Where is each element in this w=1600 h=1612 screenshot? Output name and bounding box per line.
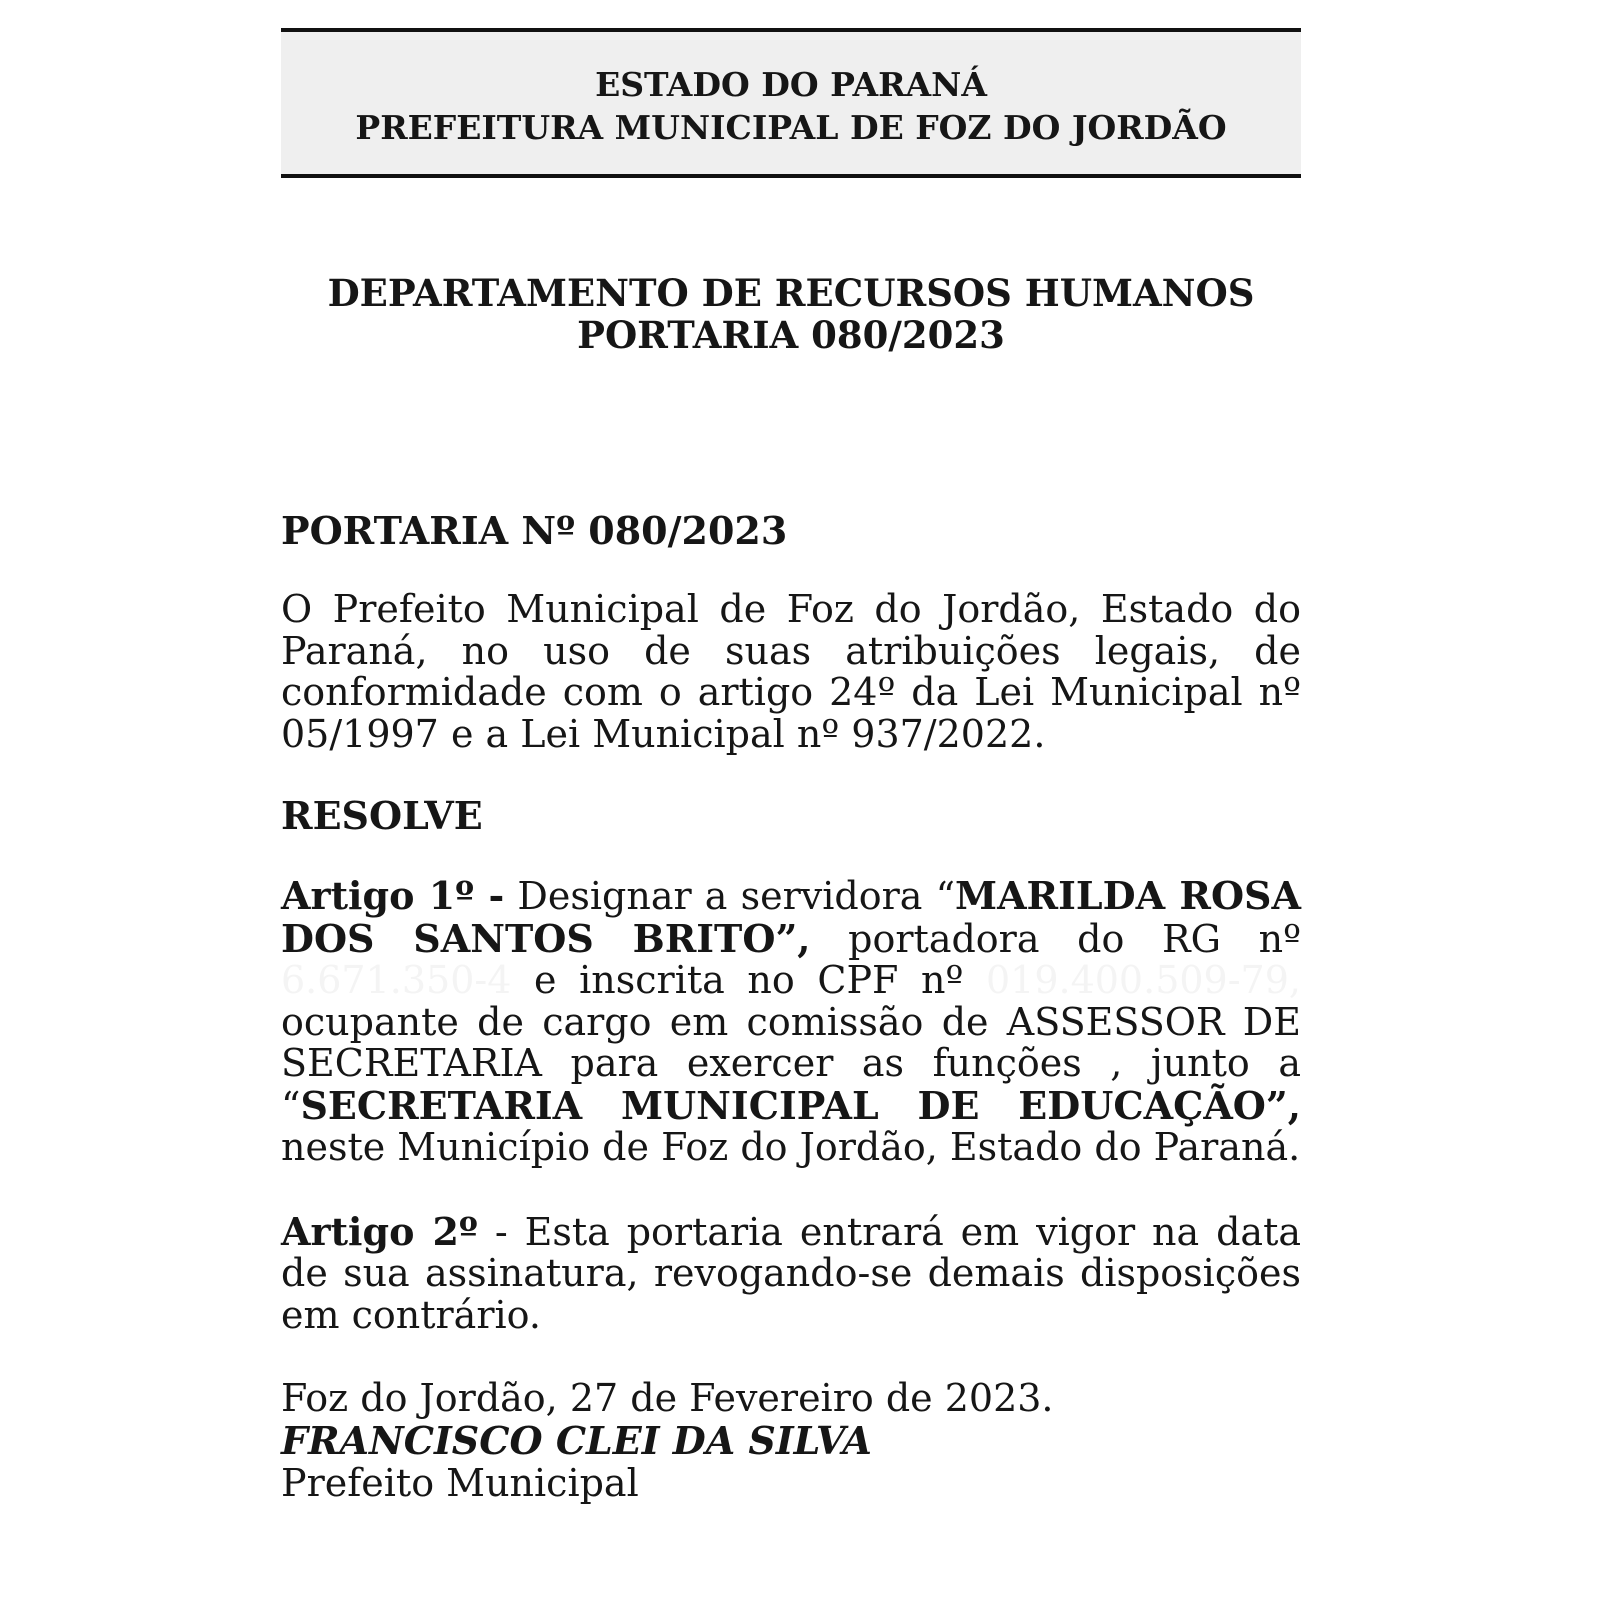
- signatory-role: Prefeito Municipal: [281, 1460, 639, 1505]
- article-2-paragraph: [281, 1208, 1301, 1337]
- document-page: [281, 28, 1301, 1504]
- article-1-label: Artigo 1º -: [281, 873, 505, 918]
- date-line: Foz do Jordão, 27 de Fevereiro de 2023.: [281, 1376, 1054, 1420]
- article-2-text: - Esta portaria entrará em vigor na data de sua assinatura, revogando-se demais disposições em contrário.: [281, 1209, 1301, 1337]
- preamble-paragraph: O Prefeito Municipal de Foz do Jordão, Estado do Paraná, no uso de suas atribuições legais, de conformidade com o artigo 24º da Lei Municipal nº 05/1997 e a Lei Municipal nº 937/2022.: [281, 587, 1301, 756]
- employee-name: MARILDA ROSA DOS SANTOS BRITO”,: [281, 873, 1301, 961]
- rg-number-redacted: 6.671.350-4: [281, 958, 512, 1002]
- article-1-text-b: portadora do RG nº: [810, 916, 1301, 961]
- article-1-text-e: neste Município de Foz do Jordão, Estado do Paraná.: [281, 1125, 1301, 1169]
- municipality-name: PREFEITURA MUNICIPAL DE FOZ DO JORDÃO: [355, 108, 1227, 147]
- secretaria-name: SECRETARIA MUNICIPAL DE EDUCAÇÃO”,: [300, 1082, 1301, 1128]
- article-1-paragraph: [281, 875, 1301, 1169]
- article-1-text-a: Designar a servidora “: [504, 874, 955, 918]
- article-1-text-d: ocupante de cargo em comissão de ASSESSOR DE SECRETARIA para exercer as funções , junto a “: [281, 999, 1301, 1128]
- portaria-heading: PORTARIA 080/2023: [577, 313, 1005, 357]
- letterhead: [281, 28, 1301, 178]
- article-2-label: Artigo 2º: [281, 1208, 478, 1254]
- state-name: ESTADO DO PARANÁ: [595, 65, 987, 104]
- portaria-title: PORTARIA Nº 080/2023: [281, 508, 788, 553]
- department-name: DEPARTAMENTO DE RECURSOS HUMANOS: [327, 271, 1255, 315]
- department-heading: [281, 272, 1301, 356]
- article-1-text-c: e inscrita no CPF nº: [511, 958, 986, 1002]
- resolve-heading: RESOLVE: [281, 793, 483, 838]
- cpf-number-redacted: 019.400.509-79,: [985, 958, 1301, 1002]
- signatory-name: FRANCISCO CLEI DA SILVA: [281, 1417, 872, 1463]
